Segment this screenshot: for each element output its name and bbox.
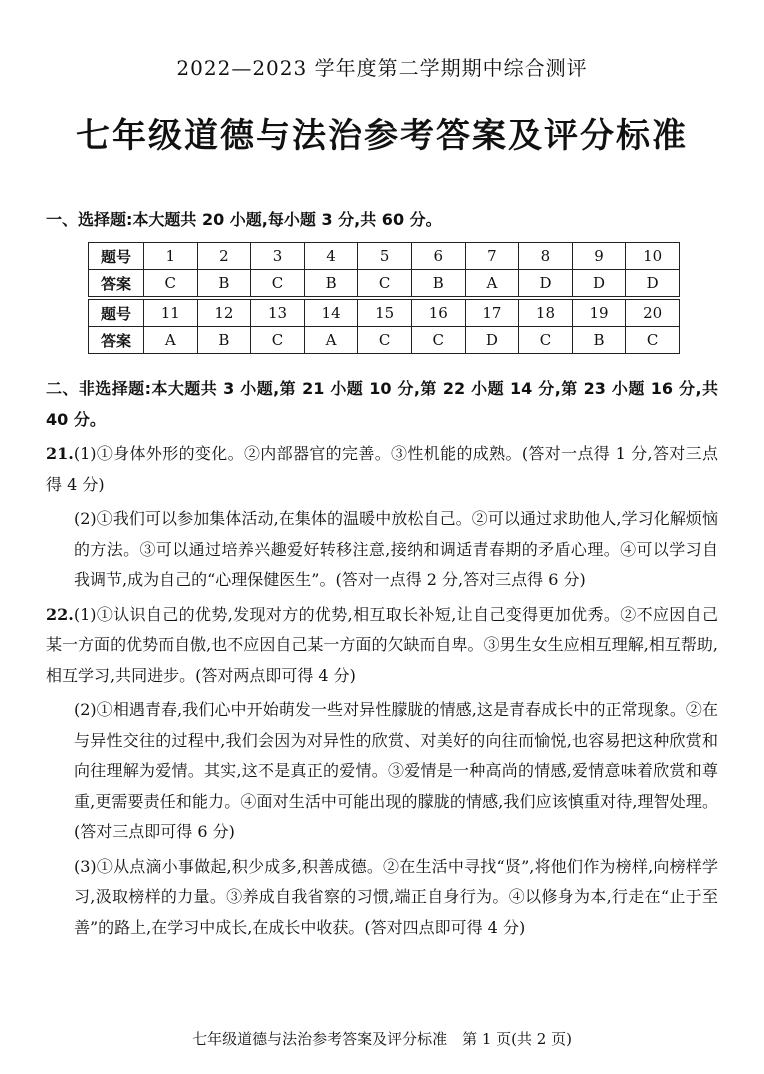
table-row [89, 327, 680, 354]
answer-cell: C [251, 270, 305, 299]
answer-cell: D [465, 327, 519, 354]
non-choice-section [46, 374, 718, 943]
answer-cell: B [197, 327, 251, 354]
answer-cell: A [144, 327, 198, 354]
question-number: 17 [465, 298, 519, 327]
table-row [89, 298, 680, 327]
question-number: 11 [144, 298, 198, 327]
answer-cell: A [465, 270, 519, 299]
question-number: 5 [358, 243, 412, 270]
q21-part1-text: (1)①身体外形的变化。②内部器官的完善。③性机能的成熟。(答对一点得 1 分,答对三点得 4 分) [46, 444, 718, 494]
section1-heading: 一、选择题:本大题共 20 小题,每小题 3 分,共 60 分。 [46, 210, 442, 229]
section2-heading: 二、非选择题:本大题共 3 小题,第 21 小题 10 分,第 22 小题 14 分,第 23 小题 16 分,共 40 分。 [46, 379, 718, 429]
question-number: 4 [304, 243, 358, 270]
table-row [89, 270, 680, 299]
answer-cell: C [519, 327, 573, 354]
answer-cell: A [304, 327, 358, 354]
question-number: 14 [304, 298, 358, 327]
question-number: 2 [197, 243, 251, 270]
q22-part2: (2)①相遇青春,我们心中开始萌发一些对异性朦胧的情感,这是青春成长中的正常现象。②在与异性交往的过程中,我们会因为对异性的欣赏、对美好的向往而愉悦,也容易把这种欣赏和向往理解为爱情。其实,这不是真正的爱情。③爱情是一种高尚的情感,爱情意味着欣赏和尊重,更需要责任和能力。④面对生活中可能出现的朦胧的情感,我们应该慎重对待,理智处理。(答对三点即可得 6 分) [74, 700, 718, 841]
row-label: 答案 [89, 327, 144, 354]
question-number: 3 [251, 243, 305, 270]
q21-part2: (2)①我们可以参加集体活动,在集体的温暖中放松自己。②可以通过求助他人,学习化解烦恼的方法。③可以通过培养兴趣爱好转移注意,接纳和调适青春期的矛盾心理。④可以学习自我调节,成为自己的“心理保健医生”。(答对一点得 2 分,答对三点得 6 分) [74, 509, 718, 589]
question-number: 8 [519, 243, 573, 270]
q21-part1 [46, 439, 718, 500]
q22-part1 [46, 600, 718, 692]
question-number: 20 [626, 298, 680, 327]
answer-cell: B [411, 270, 465, 299]
answer-cell: C [358, 327, 412, 354]
question-number: 10 [626, 243, 680, 270]
answer-cell: B [197, 270, 251, 299]
answer-cell: B [304, 270, 358, 299]
question-number: 13 [251, 298, 305, 327]
answer-cell: D [519, 270, 573, 299]
q22-part1-text: (1)①认识自己的优势,发现对方的优势,相互取长补短,让自己变得更加优秀。②不应因自己某一方面的优势而自傲,也不应因自己某一方面的欠缺而自卑。③男生女生应相互理解,相互帮助,相互学习,共同进步。(答对两点即可得 4 分) [46, 604, 718, 685]
page-footer: 七年级道德与法治参考答案及评分标准 第 1 页(共 2 页) [192, 1030, 572, 1048]
question-number: 1 [144, 243, 198, 270]
question-number: 6 [411, 243, 465, 270]
question-number: 16 [411, 298, 465, 327]
exam-subtitle: 2022—2023 学年度第二学期期中综合测评 [176, 56, 588, 80]
answer-cell: D [572, 270, 626, 299]
row-label: 题号 [89, 243, 144, 270]
question-number: 9 [572, 243, 626, 270]
question-number: 15 [358, 298, 412, 327]
row-label: 题号 [89, 298, 144, 327]
question-number: 19 [572, 298, 626, 327]
row-label: 答案 [89, 270, 144, 299]
answer-cell: B [572, 327, 626, 354]
q22-part3: (3)①从点滴小事做起,积少成多,积善成德。②在生活中寻找“贤”,将他们作为榜样,向榜样学习,汲取榜样的力量。③养成自我省察的习惯,端正自身行为。④以修身为本,行走在“止于至善”的路上,在学习中成长,在成长中收获。(答对四点即可得 4 分) [74, 856, 718, 937]
answer-table [88, 242, 680, 354]
page-title: 七年级道德与法治参考答案及评分标准 [76, 116, 688, 156]
question-number: 22. [46, 604, 74, 624]
answer-cell: C [358, 270, 412, 299]
answer-cell: C [626, 327, 680, 354]
question-number: 7 [465, 243, 519, 270]
answer-cell: C [251, 327, 305, 354]
answer-cell: C [411, 327, 465, 354]
answer-cell: C [144, 270, 198, 299]
table-row [89, 243, 680, 270]
question-number: 21. [46, 444, 74, 463]
question-number: 18 [519, 298, 573, 327]
question-number: 12 [197, 298, 251, 327]
answer-cell: D [626, 270, 680, 299]
